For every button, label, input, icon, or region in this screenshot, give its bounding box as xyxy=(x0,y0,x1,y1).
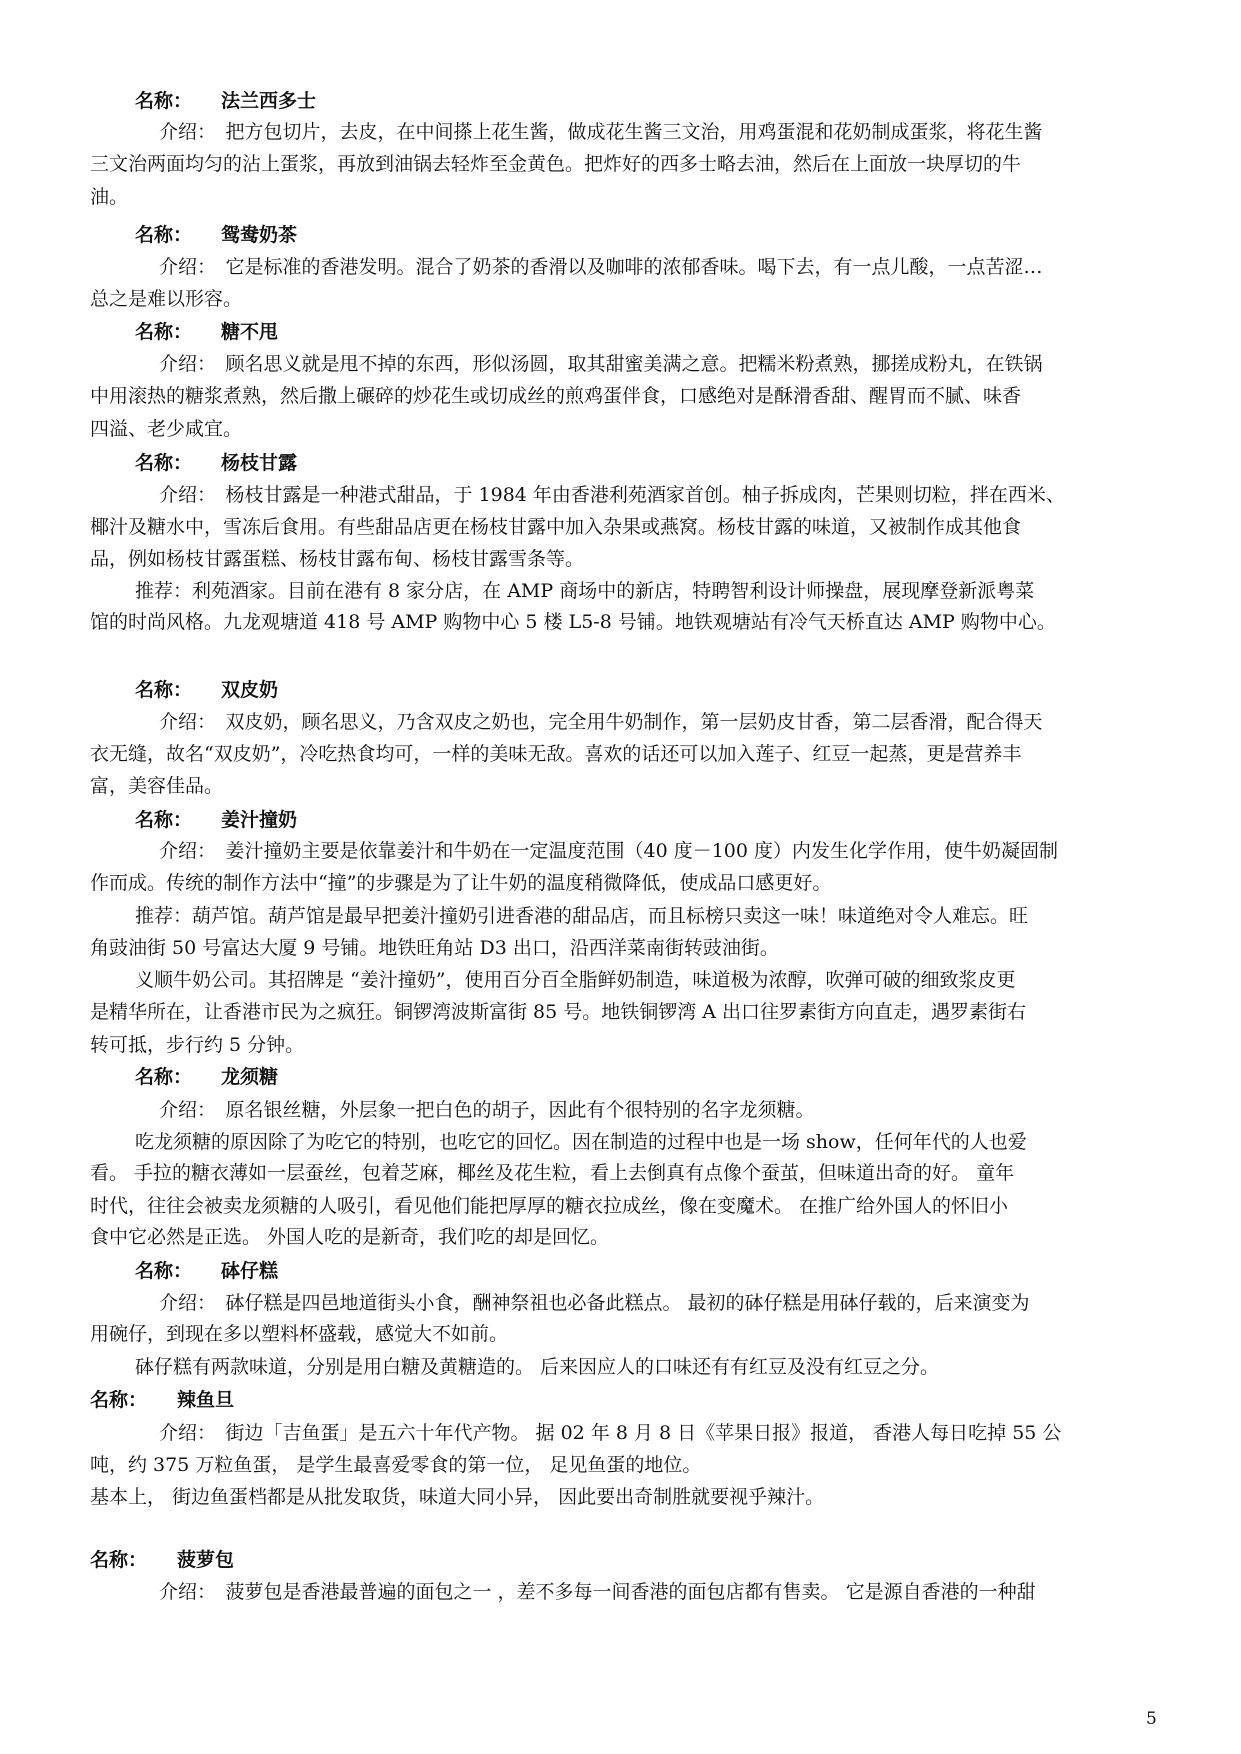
entry-title: 鸳鸯奶茶 xyxy=(221,224,298,246)
paragraph-line: 吃龙须糖的原因除了为吃它的特别，也吃它的回忆。因在制造的过程中也是一场 show，任何年代的人也爱 xyxy=(135,1131,1027,1153)
paragraph-line: 介绍： 双皮奶，顾名思义，乃含双皮之奶也，完全用牛奶制作，第一层奶皮甘香，第二层香滑，配合得天 xyxy=(159,711,1043,733)
entry-title: 辣鱼旦 xyxy=(177,1389,235,1411)
entry-name-row xyxy=(135,89,317,113)
paragraph-line: 推荐：利苑酒家。目前在港有 8 家分店，在 AMP 商场中的新店，特聘智利设计师操盘，展现摩登新派粤菜 xyxy=(135,580,1035,602)
paragraph-line: 衣无缝，故名“双皮奶”，冷吃热食均可，一样的美味无敌。喜欢的话还可以加入莲子、红豆一起蒸，更是营养丰 xyxy=(90,743,1022,765)
name-label: 名称： xyxy=(90,1389,148,1411)
paragraph-line: 义顺牛奶公司。其招牌是 “姜汁撞奶”，使用百分百全脂鲜奶制造，味道极为浓醇，吹弹可破的细致浆皮更 xyxy=(135,969,1016,991)
entry-name-row xyxy=(135,678,279,702)
paragraph-line: 砵仔糕有两款味道，分别是用白糖及黄糖造的。 后来因应人的口味还有有红豆及没有红豆之分。 xyxy=(135,1356,940,1378)
paragraph-line: 椰汁及糖水中，雪冻后食用。有些甜品店更在杨枝甘露中加入杂果或燕窝。杨枝甘露的味道，又被制作成其他食 xyxy=(90,516,1022,538)
paragraph-line: 油。 xyxy=(90,186,129,208)
paragraph-line: 介绍： 菠萝包是香港最普遍的面包之一 ，差不多每一间香港的面包店都有售卖。 它是源自香港的一种甜 xyxy=(159,1581,1036,1603)
entry-title: 法兰西多士 xyxy=(221,90,317,112)
paragraph-line: 介绍： 它是标准的香港发明。混合了奶茶的香滑以及咖啡的浓郁香味。喝下去，有一点儿酸，一点苦涩… xyxy=(159,256,1043,278)
paragraph-line: 基本上， 街边鱼蛋档都是从批发取货，味道大同小异， 因此要出奇制胜就要视乎辣汁。 xyxy=(90,1486,825,1508)
entry-name-row xyxy=(90,1548,235,1572)
entry-name-row xyxy=(135,808,298,832)
paragraph-line: 中用滚热的糖浆煮熟，然后撒上碾碎的炒花生或切成丝的煎鸡蛋伴食，口感绝对是酥滑香甜、醒胃而不腻、味香 xyxy=(90,385,1022,407)
paragraph-line: 品，例如杨枝甘露蛋糕、杨枝甘露布甸、杨枝甘露雪条等。 xyxy=(90,548,585,570)
paragraph-line: 介绍： 把方包切片，去皮，在中间搽上花生酱，做成花生酱三文治，用鸡蛋混和花奶制成蛋浆，将花生酱 xyxy=(159,121,1043,143)
name-label: 名称： xyxy=(135,452,193,474)
paragraph-line: 吨，约 375 万粒鱼蛋， 是学生最喜爱零食的第一位， 足见鱼蛋的地位。 xyxy=(90,1454,702,1476)
paragraph-line: 时代，往往会被卖龙须糖的人吸引，看见他们能把厚厚的糖衣拉成丝，像在变魔术。 在推广给外国人的怀旧小 xyxy=(90,1195,1009,1217)
paragraph-line: 四溢、老少咸宜。 xyxy=(90,418,243,440)
paragraph-line: 三文治两面均匀的沾上蛋浆，再放到油锅去轻炸至金黄色。把炸好的西多士略去油，然后在上面放一块厚切的牛 xyxy=(90,153,1022,175)
name-label: 名称： xyxy=(135,679,193,701)
paragraph-line: 介绍： 姜汁撞奶主要是依靠姜汁和牛奶在一定温度范围（40 度－100 度）内发生化学作用，使牛奶凝固制 xyxy=(159,840,1059,862)
entry-title: 龙须糖 xyxy=(221,1066,279,1088)
name-label: 名称： xyxy=(135,1066,193,1088)
entry-name-row xyxy=(90,1388,235,1412)
paragraph-line: 食中它必然是正选。 外国人吃的是新奇，我们吃的却是回忆。 xyxy=(90,1226,610,1248)
paragraph-line: 推荐：葫芦馆。葫芦馆是最早把姜汁撞奶引进香港的甜品店，而且标榜只卖这一味！味道绝对令人难忘。旺 xyxy=(135,905,1029,927)
paragraph-line: 作而成。传统的制作方法中“撞”的步骤是为了让牛奶的温度稍微降低，使成品口感更好。 xyxy=(90,872,832,894)
entry-title: 杨枝甘露 xyxy=(221,452,298,474)
paragraph-line: 是精华所在，让香港市民为之疯狂。铜锣湾波斯富街 85 号。地铁铜锣湾 A 出口往罗素街方向直走，遇罗素街右 xyxy=(90,1001,1027,1023)
paragraph-line: 馆的时尚风格。九龙观塘道 418 号 AMP 购物中心 5 楼 L5-8 号铺。地铁观塘站有冷气天桥直达 AMP 购物中心。 xyxy=(90,611,1056,633)
name-label: 名称： xyxy=(135,321,193,343)
paragraph-line: 看。 手拉的糖衣薄如一层蚕丝，包着芝麻，椰丝及花生粒，看上去倒真有点像个蚕茧，但味道出奇的好。 童年 xyxy=(90,1162,1015,1184)
paragraph-line: 用碗仔，到现在多以塑料杯盛载，感觉大不如前。 xyxy=(90,1323,509,1345)
name-label: 名称： xyxy=(90,1549,148,1571)
paragraph-line: 富，美容佳品。 xyxy=(90,775,224,797)
paragraph-line: 介绍： 砵仔糕是四邑地道街头小食，酬神祭祖也必备此糕点。 最初的砵仔糕是用砵仔载的，后来演变为 xyxy=(159,1292,1030,1314)
entry-title: 双皮奶 xyxy=(221,679,279,701)
paragraph-line: 转可抵，步行约 5 分钟。 xyxy=(90,1034,305,1056)
page-number: 5 xyxy=(1146,1709,1157,1729)
paragraph-line: 介绍： 杨枝甘露是一种港式甜品，于 1984 年由香港利苑酒家首创。柚子拆成肉，芒果则切粒，拌在西米、 xyxy=(159,484,1065,506)
name-label: 名称： xyxy=(135,1260,193,1282)
entry-name-row xyxy=(135,1065,279,1089)
name-label: 名称： xyxy=(135,809,193,831)
paragraph-line: 角豉油街 50 号富达大厦 9 号铺。地铁旺角站 D3 出口，沿西洋菜南街转豉油街。 xyxy=(90,937,779,959)
entry-name-row xyxy=(135,320,279,344)
paragraph-line: 介绍： 原名银丝糖，外层象一把白色的胡子，因此有个很特别的名字龙须糖。 xyxy=(159,1099,815,1121)
entry-name-row xyxy=(135,223,298,247)
entry-title: 糖不甩 xyxy=(221,321,279,343)
name-label: 名称： xyxy=(135,90,193,112)
entry-name-row xyxy=(135,451,298,475)
paragraph-line: 介绍： 街边「吉鱼蛋」是五六十年代产物。 据 02 年 8 月 8 日《苹果日报》报道， 香港人每日吃掉 55 公 xyxy=(159,1422,1062,1444)
paragraph-line: 总之是难以形容。 xyxy=(90,288,243,310)
entry-name-row xyxy=(135,1259,279,1283)
entry-title: 砵仔糕 xyxy=(221,1260,279,1282)
paragraph-line: 介绍： 顾名思义就是甩不掉的东西，形似汤圆，取其甜蜜美满之意。把糯米粉煮熟，挪搓成粉丸，在铁锅 xyxy=(159,353,1043,375)
entry-title: 姜汁撞奶 xyxy=(221,809,298,831)
name-label: 名称： xyxy=(135,224,193,246)
entry-title: 菠萝包 xyxy=(177,1549,235,1571)
